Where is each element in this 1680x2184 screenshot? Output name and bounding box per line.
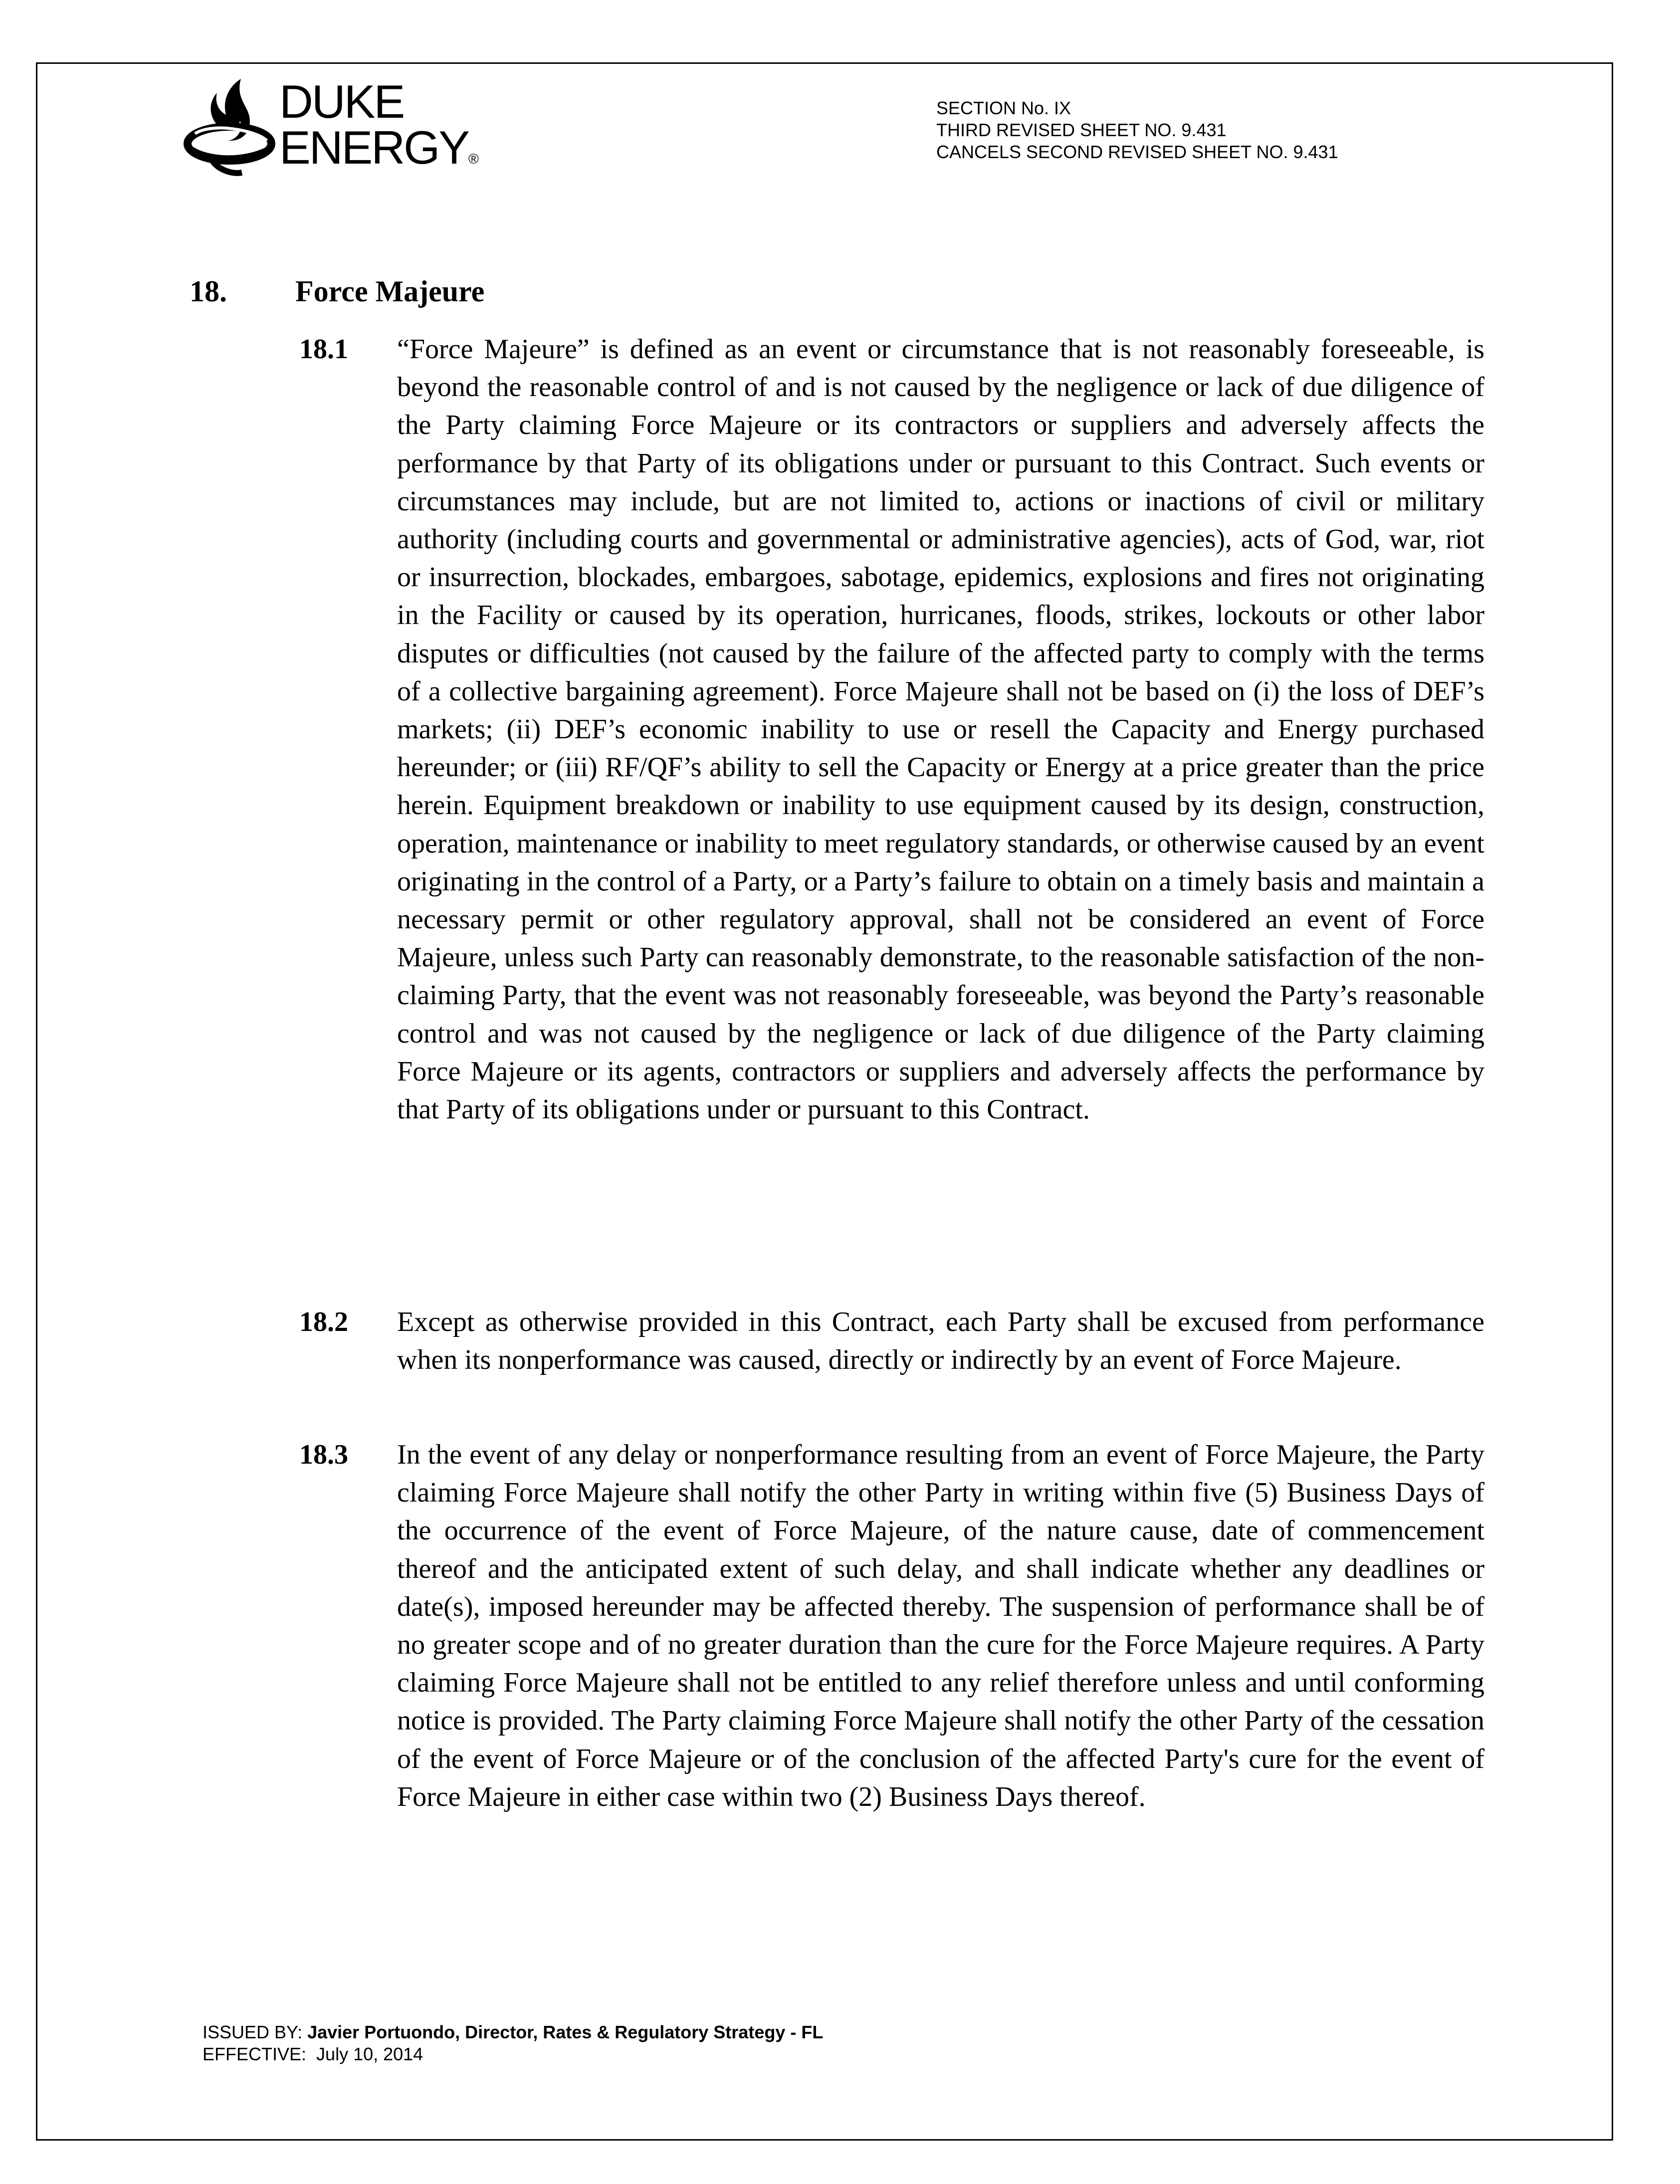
clause-18-2 <box>299 1303 1484 1379</box>
issued-by-value: Javier Portuondo, Director, Rates & Regulatory Strategy - FL <box>307 2022 824 2042</box>
section-number: SECTION No. IX <box>936 98 1071 118</box>
clause-number: 18.2 <box>299 1307 348 1337</box>
duke-energy-logo <box>182 75 481 180</box>
logo-line-energy <box>279 121 479 182</box>
clause-text: “Force Majeure” is defined as an event or circumstance that is not reasonably foreseeable, is beyond the reasonable control of and is not caused by the negligence or lack of due diligence of the Party claiming Force Majeure or its contractors or suppliers and adversely affects the performance by that Party of its obligations under or pursuant to this Contract. Such events or circumstances may include, but are not limited to, actions or inactions of civil or military authority (including courts and governmental or administrative agencies), acts of God, war, riot or insurrection, blockades, embargoes, sabotage, epidemics, explosions and fires not originating in the Facility or caused by its operation, hurricanes, floods, strikes, lockouts or other labor disputes or difficulties (not caused by the failure of the affected party to comply with the terms of a collective bargaining agreement). Force Majeure shall not be based on (i) the loss of DEF’s markets; (ii) DEF’s economic inability to use or resell the Capacity and Energy purchased hereunder; or (iii) RF/QF’s ability to sell the Capacity or Energy at a price greater than the price herein. Equipment breakdown or inability to use equipment caused by its design, construction, operation, maintenance or inability to meet regulatory standards, or otherwise caused by an event originating in the control of a Party, or a Party’s failure to obtain on a timely basis and maintain a necessary permit or other regulatory approval, shall not be considered an event of Force Majeure, unless such Party can reasonably demonstrate, to the reasonable satisfaction of the non-claiming Party, that the event was not reasonably foreseeable, was beyond the Party’s reasonable control and was not caused by the negligence or lack of due diligence of the Party claiming Force Majeure or its agents, contractors or suppliers and adversely affects the performance by that Party of its obligations under or pursuant to this Contract. <box>397 334 1484 1125</box>
section-heading <box>190 273 484 309</box>
clause-18-1 <box>299 330 1484 1128</box>
flame-globe-icon <box>182 75 277 177</box>
issued-by-label: ISSUED BY: <box>203 2022 303 2042</box>
revised-sheet-number: THIRD REVISED SHEET NO. 9.431 <box>936 120 1227 140</box>
clause-number: 18.3 <box>299 1439 348 1470</box>
clause-18-3 <box>299 1436 1484 1816</box>
effective-label: EFFECTIVE: <box>203 2044 307 2064</box>
section-heading-title: Force Majeure <box>295 275 485 308</box>
logo-energy-text: ENERGY <box>279 121 468 174</box>
registered-mark: ® <box>468 151 479 167</box>
page-footer <box>203 2021 823 2065</box>
clause-text: In the event of any delay or nonperformance resulting from an event of Force Majeure, the Party claiming Force Majeure shall notify the other Party in writing within five (5) Business Days of the occurrence of the event of Force Majeure, of the nature cause, date of commencement thereof and the anticipated extent of such delay, and shall indicate whether any deadlines or date(s), imposed hereunder may be affected thereby. The suspension of performance shall be of no greater scope and of no greater duration than the cure for the Force Majeure requires. A Party claiming Force Majeure shall not be entitled to any relief therefore unless and until conforming notice is provided. The Party claiming Force Majeure shall notify the other Party of the cessation of the event of Force Majeure or of the conclusion of the affected Party's cure for the event of Force Majeure in either case within two (2) Business Days thereof. <box>397 1439 1484 1812</box>
effective-line <box>203 2043 823 2065</box>
clause-number: 18.1 <box>299 334 348 365</box>
logo-line-duke: DUKE <box>279 75 404 128</box>
effective-date: July 10, 2014 <box>316 2044 423 2064</box>
issued-by-line <box>203 2021 823 2043</box>
sheet-header <box>936 97 1338 163</box>
logo-wordmark <box>279 75 479 182</box>
cancels-sheet-number: CANCELS SECOND REVISED SHEET NO. 9.431 <box>936 142 1338 162</box>
clause-text: Except as otherwise provided in this Contract, each Party shall be excused from performance when its nonperformance was caused, directly or indirectly by an event of Force Majeure. <box>397 1307 1484 1376</box>
section-heading-number: 18. <box>190 275 227 308</box>
